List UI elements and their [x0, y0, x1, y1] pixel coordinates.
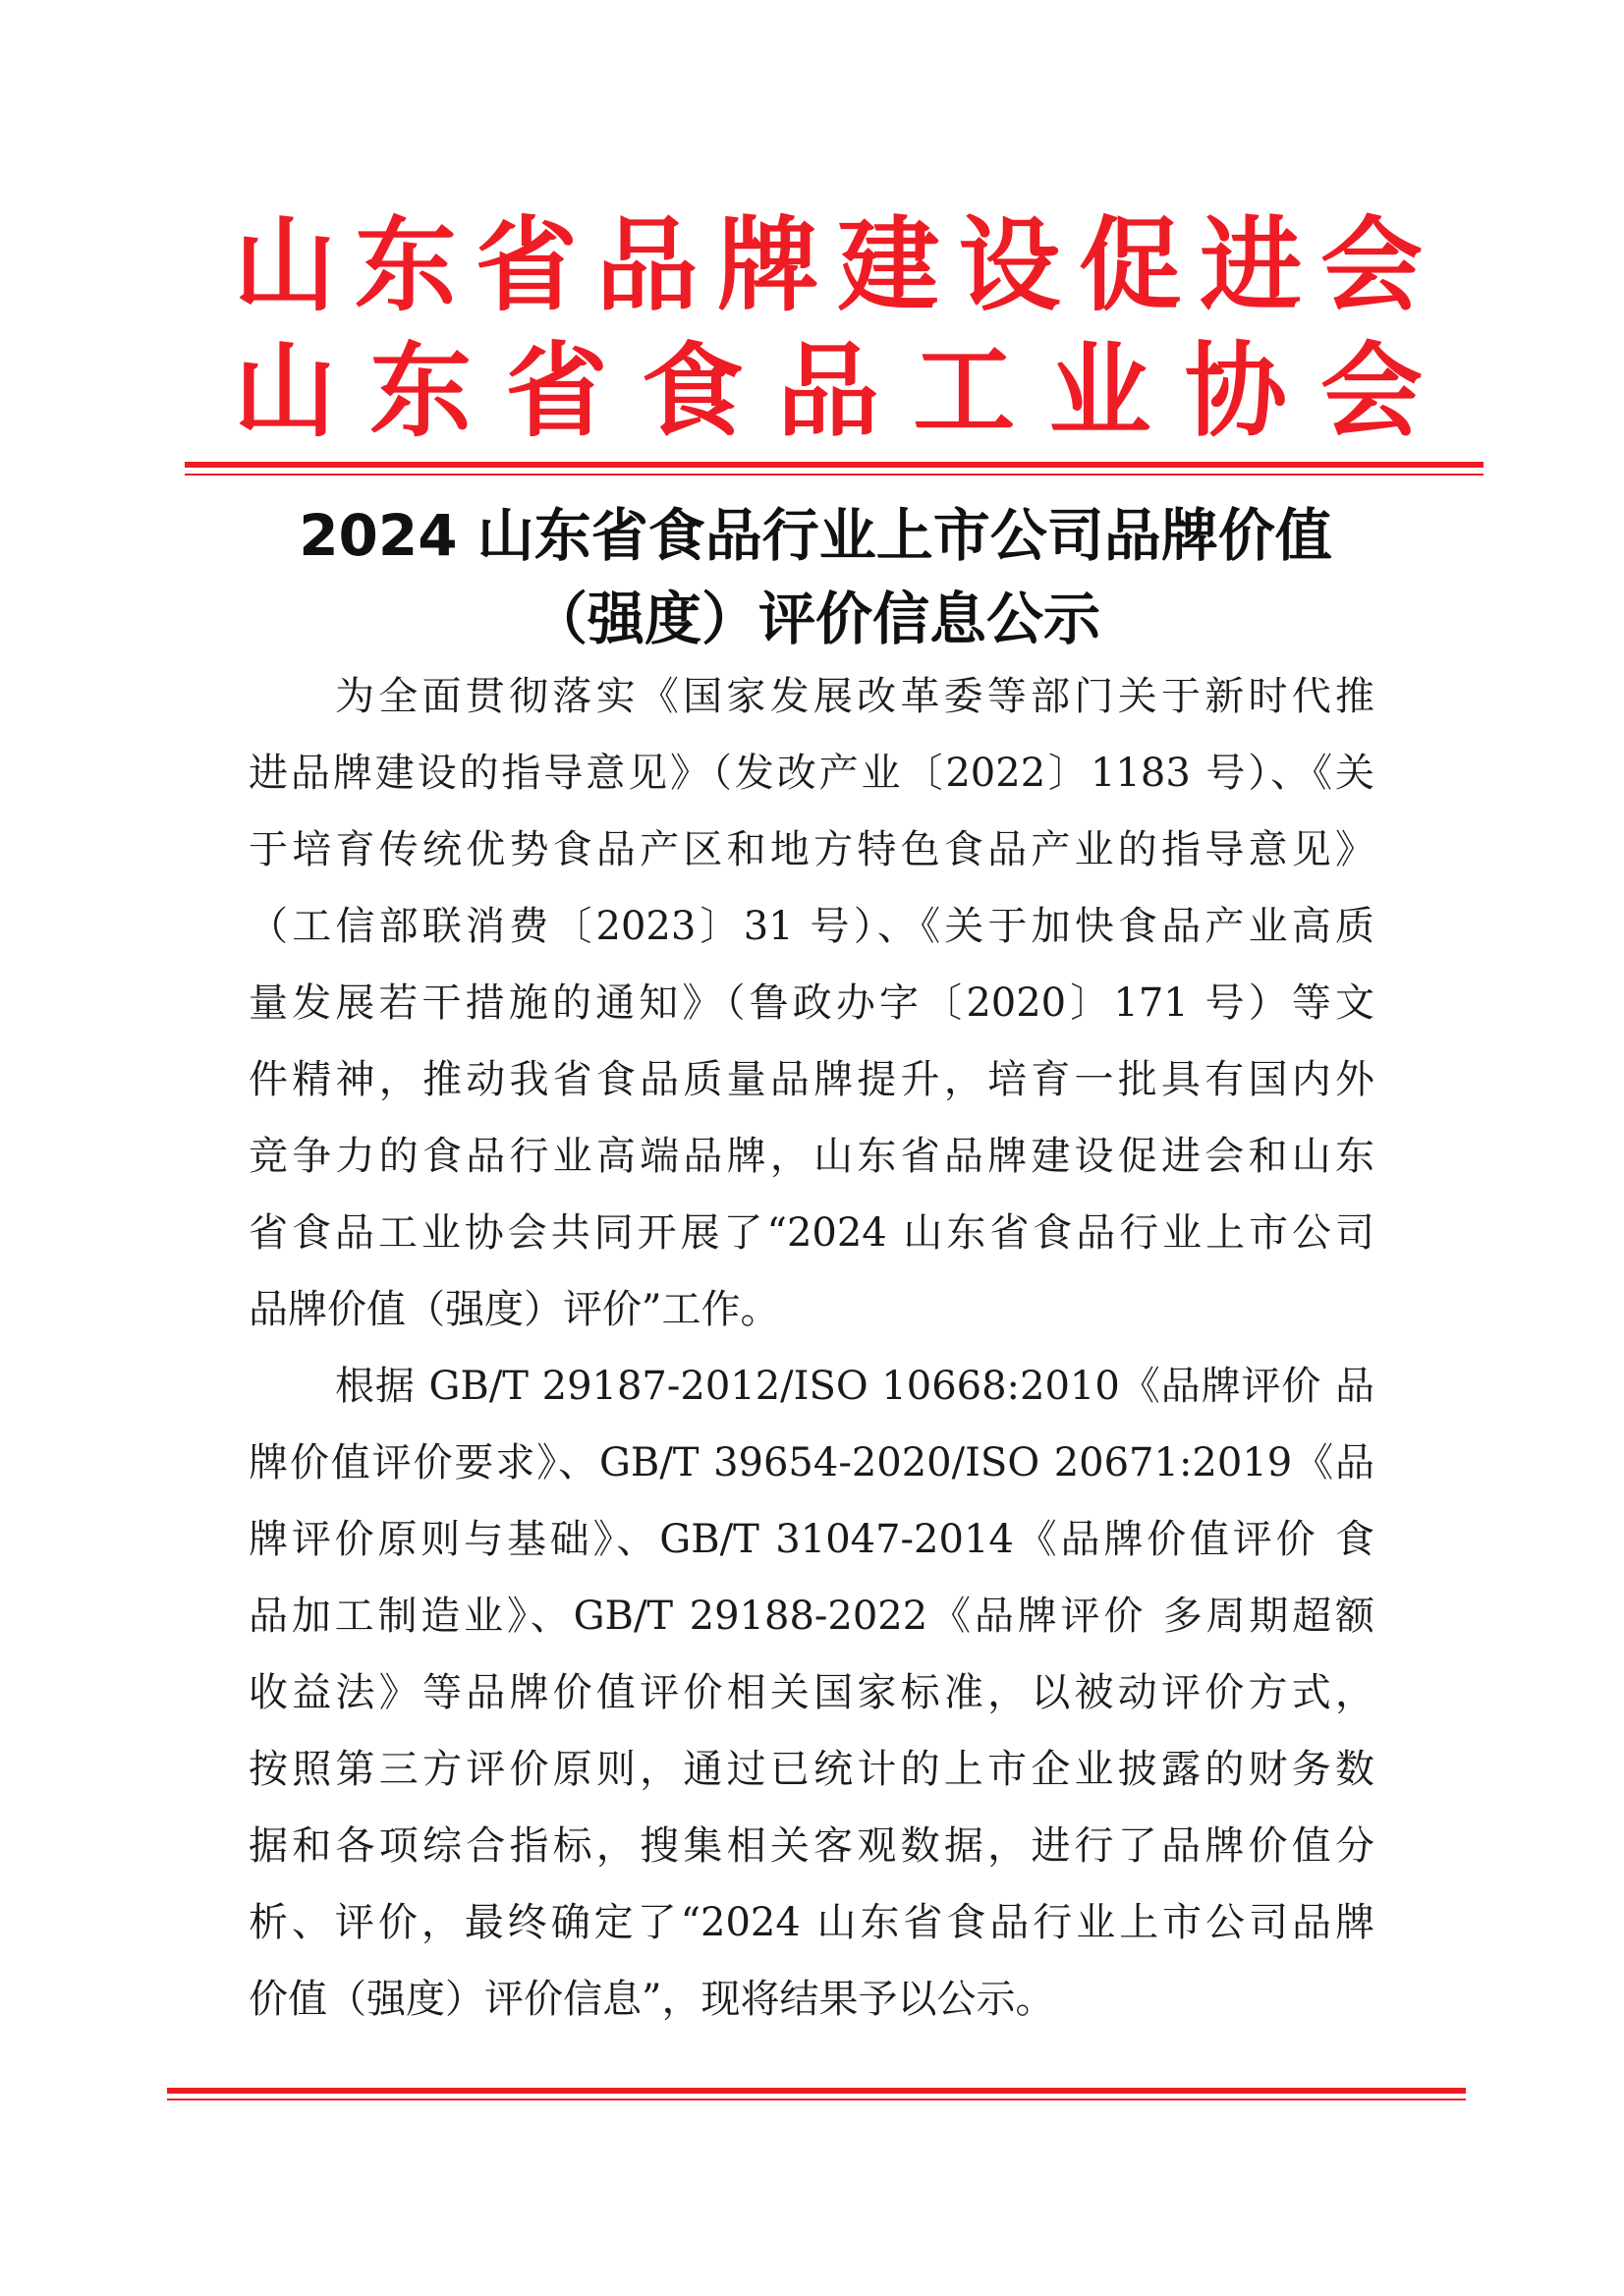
footer-divider-thick [167, 2088, 1466, 2094]
paragraph-line: 牌评价原则与基础》、GB/T 31047-2014《品牌价值评价 食 [249, 1517, 1374, 1562]
paragraph-line: 按照第三方评价原则，通过已统计的上市企业披露的财务数 [249, 1747, 1374, 1792]
letterhead-divider-thin [185, 474, 1484, 476]
letterhead-org-2: 山东省食品工业协会 [234, 330, 1423, 451]
paragraph-line: 析、评价，最终确定了“2024 山东省食品行业上市公司品牌 [249, 1900, 1374, 1945]
paragraph-line: 件精神，推动我省食品质量品牌提升，培育一批具有国内外 [249, 1057, 1374, 1102]
paragraph-line: 量发展若干措施的通知》（鲁政办字〔2020〕171 号）等文 [249, 980, 1374, 1026]
paragraph-line: 竞争力的食品行业高端品牌，山东省品牌建设促进会和山东 [249, 1134, 1374, 1179]
paragraph-line: 品加工制造业》、GB/T 29188-2022《品牌评价 多周期超额 [249, 1594, 1374, 1639]
document-title-line-2: （强度）评价信息公示 [530, 586, 1100, 652]
paragraph-line: 省食品工业协会共同开展了“2024 山东省食品行业上市公司 [249, 1210, 1374, 1256]
letterhead-divider-thick [185, 462, 1484, 468]
paragraph-line: 进品牌建设的指导意见》（发改产业〔2022〕1183 号）、《关 [249, 751, 1374, 796]
paragraph-line: 牌价值评价要求》、GB/T 39654-2020/ISO 20671:2019《品 [249, 1440, 1374, 1485]
paragraph-line: 据和各项综合指标，搜集相关客观数据，进行了品牌价值分 [249, 1823, 1374, 1869]
paragraph-1 [249, 658, 1374, 1348]
paragraph-line: （工信部联消费〔2023〕31 号）、《关于加快食品产业高质 [249, 904, 1374, 949]
paragraph-line: 品牌价值（强度）评价”工作。 [249, 1287, 780, 1332]
paragraph-2 [249, 1348, 1374, 2038]
footer-divider-thin [167, 2099, 1466, 2100]
letterhead-org-1: 山东省品牌建设促进会 [234, 204, 1423, 325]
paragraph-line: 收益法》等品牌价值评价相关国家标准，以被动评价方式， [249, 1670, 1374, 1715]
paragraph-line: 价值（强度）评价信息”，现将结果予以公示。 [249, 1977, 1055, 2022]
paragraph-line: 于培育传统优势食品产区和地方特色食品产业的指导意见》 [249, 827, 1374, 872]
paragraph-line: 根据 GB/T 29187-2012/ISO 10668:2010《品牌评价 品 [335, 1364, 1374, 1409]
document-title-line-1: 2024 山东省食品行业上市公司品牌价值 [299, 502, 1332, 569]
paragraph-line: 为全面贯彻落实《国家发展改革委等部门关于新时代推 [335, 674, 1374, 719]
